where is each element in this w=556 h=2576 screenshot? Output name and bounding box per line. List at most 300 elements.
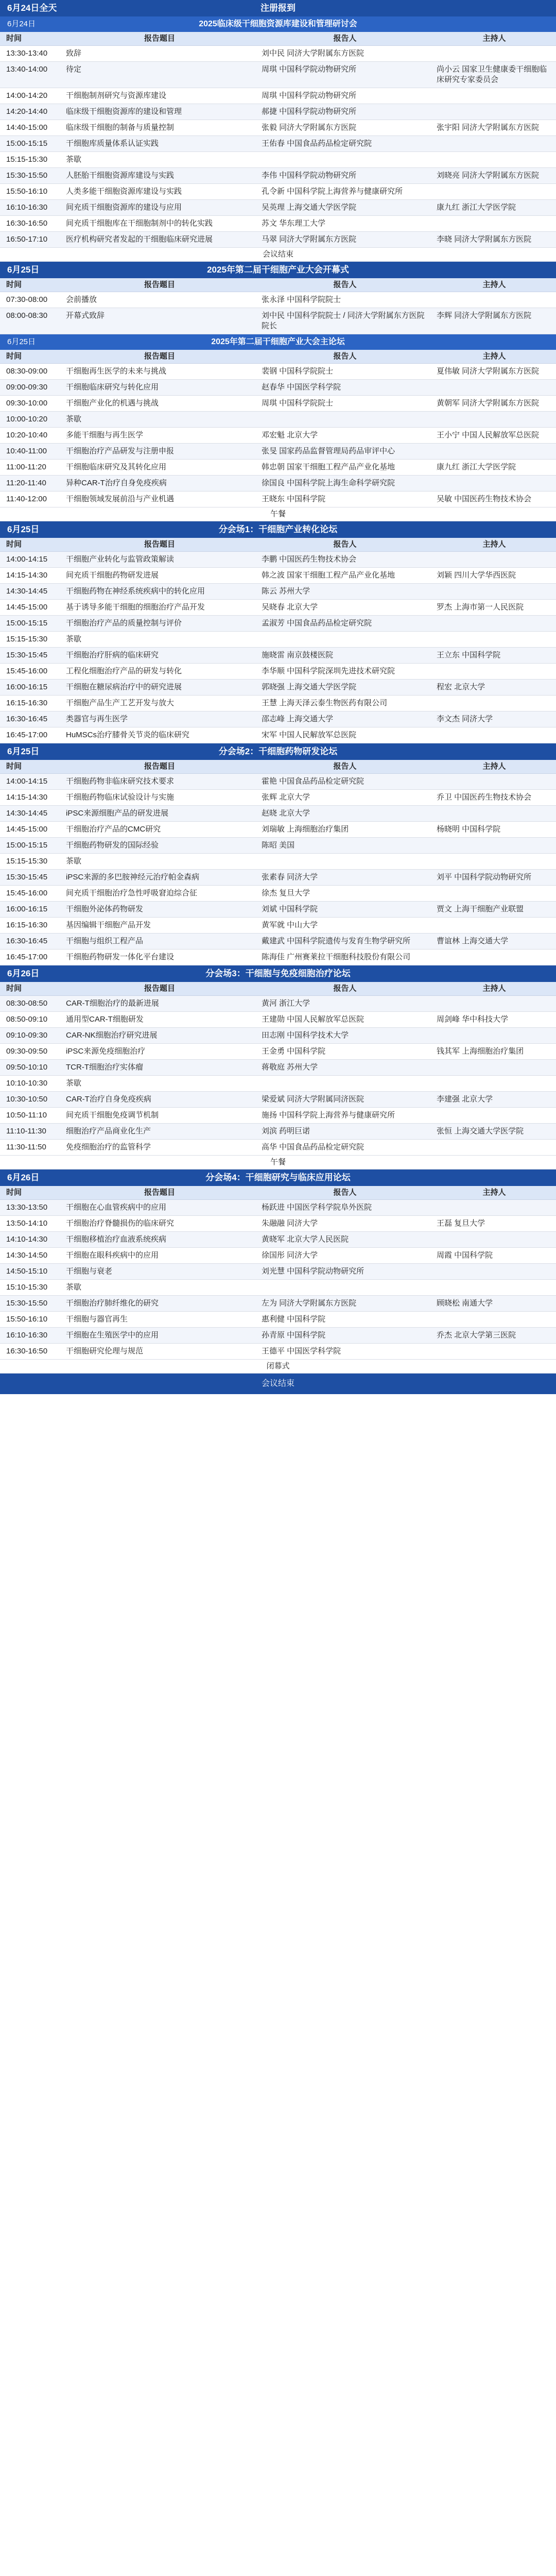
row-topic: 干细胞移植治疗血液系统疾病	[66, 1235, 167, 1244]
header-topic: 报告题目	[144, 1188, 175, 1197]
row-host	[432, 1060, 556, 1075]
table-header	[0, 32, 556, 46]
row-speaker: 周琪 中国科学院动物研究所	[262, 65, 357, 74]
row-time: 15:10-15:30	[6, 1283, 48, 1292]
row-time: 10:00-10:20	[6, 415, 48, 423]
row-host	[432, 584, 556, 599]
row-host: 李晓 同济大学附属东方医院	[437, 235, 532, 244]
table-row	[0, 996, 556, 1012]
header-topic: 报告题目	[144, 34, 175, 43]
row-speaker: 黄河 浙江大学	[262, 999, 310, 1008]
row-host	[432, 664, 556, 679]
row-speaker: 陈昭 美国	[262, 841, 295, 850]
table-row	[0, 1076, 556, 1092]
row-speaker	[257, 632, 432, 647]
row-speaker: 张素春 同济大学	[262, 873, 318, 882]
row-topic: 开幕式致辞	[66, 311, 105, 320]
row-speaker: 朱融融 同济大学	[262, 1219, 318, 1228]
row-topic: 干细胞领域发展前沿与产业机遇	[66, 495, 175, 503]
table-row	[0, 664, 556, 680]
day-band-label: 6月26日	[7, 969, 40, 978]
row-host	[432, 886, 556, 901]
table-row	[0, 1124, 556, 1140]
row-speaker: 陈海佳 广州赛莱拉干细胞科技股份有限公司	[262, 953, 411, 961]
row-time: 14:00-14:15	[6, 555, 48, 564]
row-host	[432, 632, 556, 647]
table-row	[0, 822, 556, 838]
row-time: 14:15-14:30	[6, 571, 48, 580]
table-row	[0, 806, 556, 822]
row-time: 13:50-14:10	[6, 1219, 48, 1228]
row-time: 15:30-15:50	[6, 1299, 48, 1308]
session-title: 2025临床级干细胞资源库建设和管理研讨会	[199, 20, 357, 28]
row-host: 黄朝军 同济大学附属东方医院	[437, 399, 540, 408]
day-band	[0, 262, 556, 278]
row-host	[432, 996, 556, 1011]
row-time: 08:00-08:30	[6, 311, 48, 320]
row-speaker: 周琪 中国科学院院士	[262, 399, 334, 408]
row-topic: 免疫细胞治疗的监管科学	[66, 1143, 151, 1151]
row-topic: 人胚胎干细胞资源库建设与实践	[66, 171, 175, 180]
row-speaker	[257, 152, 432, 167]
row-host	[432, 1140, 556, 1155]
row-speaker: 韩忠朝 国家干细胞工程产品产业化基地	[262, 463, 395, 471]
row-topic: CAR-NK细胞治疗研究进展	[66, 1031, 158, 1040]
header-speaker: 报告人	[333, 34, 357, 43]
row-topic: TCR-T细胞治疗实体瘤	[66, 1063, 143, 1072]
row-speaker: 张毅 同济大学附属东方医院	[262, 123, 357, 132]
table-row	[0, 711, 556, 727]
row-speaker: 赵晓 北京大学	[262, 809, 310, 818]
row-speaker: 徐国彤 同济大学	[262, 1251, 318, 1260]
table-row	[0, 886, 556, 902]
table-header	[0, 538, 556, 552]
table-row	[0, 1248, 556, 1264]
header-topic: 报告题目	[144, 540, 175, 549]
row-time: 14:45-15:00	[6, 603, 48, 612]
header-host: 主持人	[482, 540, 506, 549]
row-speaker: 刘斌 中国科学院	[262, 905, 318, 913]
row-topic: iPSC来源细胞产品的研发进展	[66, 809, 169, 818]
header-topic: 报告题目	[144, 352, 175, 361]
table-row	[0, 184, 556, 200]
row-topic: 茶歇	[66, 155, 82, 164]
day-band-label: 6月25日	[7, 747, 40, 756]
header-topic: 报告题目	[144, 762, 175, 771]
row-time: 14:45-15:00	[6, 825, 48, 834]
table-row	[0, 632, 556, 648]
table-row	[0, 1216, 556, 1232]
header-host: 主持人	[482, 352, 506, 361]
table-row	[0, 648, 556, 664]
table-row	[0, 838, 556, 854]
row-speaker: 徐杰 复旦大学	[262, 889, 310, 897]
row-speaker: 惠利健 中国科学院	[262, 1315, 326, 1324]
row-time: 16:15-16:30	[6, 921, 48, 929]
table-row	[0, 216, 556, 232]
row-topic: 干细胞在糖尿病治疗中的研究进展	[66, 683, 182, 691]
row-host	[432, 184, 556, 199]
header-topic: 报告题目	[144, 280, 175, 289]
row-speaker: 邵志峰 上海交通大学	[262, 715, 334, 723]
row-topic: 干细胞治疗产品的CMC研究	[66, 825, 161, 834]
day-band-label: 6月24日全天	[7, 3, 57, 13]
row-host	[432, 774, 556, 789]
row-time: 13:30-13:40	[6, 49, 48, 58]
row-time: 10:30-10:50	[6, 1095, 48, 1104]
header-time: 时间	[6, 352, 22, 361]
row-speaker: 陈云 苏州大学	[262, 587, 310, 596]
row-host	[432, 380, 556, 395]
row-speaker: 吴英理 上海交通大学医学院	[262, 203, 357, 212]
row-host: 康九红 浙江大学医学院	[437, 463, 516, 471]
header-speaker: 报告人	[333, 540, 357, 549]
row-time: 11:00-11:20	[6, 463, 46, 471]
table-row	[0, 1296, 556, 1312]
row-time: 09:30-10:00	[6, 399, 48, 408]
session-after-note: 会议结束	[0, 248, 556, 262]
row-speaker: 施晓雷 南京鼓楼医院	[262, 651, 334, 659]
row-time: 16:50-17:10	[6, 235, 48, 244]
row-host	[432, 806, 556, 821]
session-after-note: 午餐	[0, 1156, 556, 1170]
row-speaker: 刘光慧 中国科学院动物研究所	[262, 1267, 364, 1276]
row-speaker: 李伟 中国科学院动物研究所	[262, 171, 357, 180]
table-row	[0, 308, 556, 334]
row-speaker: 戴建武 中国科学院遗传与发育生物学研究所	[262, 937, 411, 945]
row-speaker: 韩之波 国家干细胞工程产品产业化基地	[262, 571, 395, 580]
session-after-note: 闭幕式	[0, 1360, 556, 1374]
table-row	[0, 364, 556, 380]
day-band-title: 分会场2：干细胞药物研发论坛	[218, 747, 338, 756]
row-speaker: 王慧 上海天泽云泰生物医药有限公司	[262, 699, 388, 707]
table-row	[0, 1028, 556, 1044]
row-time: 16:45-17:00	[6, 731, 48, 739]
row-speaker: 邓宏魁 北京大学	[262, 431, 318, 439]
session-after-note: 午餐	[0, 507, 556, 521]
header-host: 主持人	[482, 984, 506, 993]
row-host	[432, 476, 556, 491]
table-row	[0, 46, 556, 62]
header-host: 主持人	[482, 34, 506, 43]
table-row	[0, 600, 556, 616]
row-time: 15:45-16:00	[6, 667, 48, 675]
row-time: 15:50-16:10	[6, 187, 48, 196]
table-row	[0, 104, 556, 120]
table-row	[0, 727, 556, 743]
row-host	[432, 950, 556, 965]
row-time: 11:40-12:00	[6, 495, 47, 503]
row-speaker: 马翠 同济大学附属东方医院	[262, 235, 357, 244]
row-topic: HuMSCs治疗膝骨关节炎的临床研究	[66, 731, 190, 739]
row-host: 夏伟敏 同济大学附属东方医院	[437, 367, 540, 376]
row-topic: 间充质干细胞治疗急性呼吸窘迫综合征	[66, 889, 198, 897]
row-topic: 茶歇	[66, 1079, 82, 1088]
row-time: 15:50-16:10	[6, 1315, 48, 1324]
row-topic: 干细胞治疗产品的质量控制与评价	[66, 619, 182, 628]
row-topic: 临床级干细胞资源库的建设和管理	[66, 107, 182, 116]
row-speaker: 黄军就 中山大学	[262, 921, 318, 929]
row-topic: 间充质干细胞药物研发进展	[66, 571, 159, 580]
row-host: 乔卫 中国医药生物技术协会	[437, 793, 532, 802]
row-host	[432, 1344, 556, 1359]
row-topic: 干细胞产业化的机遇与挑战	[66, 399, 159, 408]
row-host: 罗杰 上海市第一人民医院	[437, 603, 524, 612]
row-speaker: 刘瑞敏 上海细胞治疗集团	[262, 825, 349, 834]
row-topic: 干细胞药物研发一体化平台建设	[66, 953, 175, 961]
row-speaker: 吴晓春 北京大学	[262, 603, 318, 612]
table-row	[0, 568, 556, 584]
row-topic: 干细胞在生殖医学中的应用	[66, 1331, 159, 1340]
table-row	[0, 790, 556, 806]
row-topic: 干细胞产品生产工艺开发与放大	[66, 699, 175, 707]
table-row	[0, 1264, 556, 1280]
day-band-title: 分会场4：干细胞研究与临床应用论坛	[205, 1173, 351, 1182]
row-time: 16:15-16:30	[6, 699, 48, 707]
row-host	[432, 918, 556, 933]
row-speaker	[257, 854, 432, 869]
row-topic: 致辞	[66, 49, 82, 58]
row-time: 16:30-16:45	[6, 937, 48, 945]
row-host	[432, 696, 556, 711]
row-topic: 基因编辑干细胞产品开发	[66, 921, 151, 929]
table-row	[0, 1140, 556, 1156]
row-topic: 间充质干细胞资源库的建设与应用	[66, 203, 182, 212]
day-band	[0, 965, 556, 982]
row-time: 14:00-14:20	[6, 91, 48, 100]
row-topic: 干细胞产业转化与监管政策解读	[66, 555, 175, 564]
table-row	[0, 476, 556, 492]
row-speaker: 张旻 国家药品监督管理局药品审评中心	[262, 447, 395, 455]
row-topic: 干细胞药物临床试验设计与实施	[66, 793, 175, 802]
table-row	[0, 168, 556, 184]
row-speaker: 孟淑芳 中国食品药品检定研究院	[262, 619, 372, 628]
row-time: 15:00-15:15	[6, 139, 48, 148]
row-time: 14:30-14:45	[6, 587, 48, 596]
table-row	[0, 1312, 556, 1328]
table-row	[0, 88, 556, 104]
row-time: 15:00-15:15	[6, 841, 48, 850]
table-row	[0, 120, 556, 136]
row-host	[432, 838, 556, 853]
row-host	[432, 412, 556, 427]
row-speaker	[257, 412, 432, 427]
row-topic: CAR-T细胞治疗的最新进展	[66, 999, 159, 1008]
row-speaker: 王晓东 中国科学院	[262, 495, 326, 503]
row-time: 15:00-15:15	[6, 619, 48, 628]
row-speaker: 王德平 中国医学科学院	[262, 1347, 341, 1355]
row-topic: 细胞治疗产品商业化生产	[66, 1127, 151, 1136]
row-time: 16:00-16:15	[6, 905, 48, 913]
table-row	[0, 774, 556, 790]
table-row	[0, 396, 556, 412]
row-host: 李建强 北京大学	[437, 1095, 493, 1104]
row-topic: 干细胞外泌体药物研发	[66, 905, 144, 913]
row-time: 13:30-13:50	[6, 1203, 48, 1212]
row-topic: 干细胞与衰老	[66, 1267, 113, 1276]
table-header	[0, 760, 556, 774]
row-speaker: 王建勋 中国人民解放军总医院	[262, 1015, 364, 1024]
table-row	[0, 1108, 556, 1124]
row-time: 15:45-16:00	[6, 889, 48, 897]
row-host: 乔杰 北京大学第三医院	[437, 1331, 516, 1340]
table-row	[0, 1060, 556, 1076]
row-host: 贾文 上海干细胞产业联盟	[437, 905, 524, 913]
row-time: 10:40-11:00	[6, 447, 47, 455]
row-topic: 干细胞与组织工程产品	[66, 937, 144, 945]
row-host: 张恒 上海交通大学医学院	[437, 1127, 524, 1136]
header-host: 主持人	[482, 280, 506, 289]
table-row	[0, 696, 556, 711]
table-row	[0, 1044, 556, 1060]
row-time: 16:30-16:50	[6, 1347, 48, 1355]
row-host	[432, 552, 556, 567]
row-host: 杨晓明 中国科学院	[437, 825, 501, 834]
row-topic: 干细胞再生医学的未来与挑战	[66, 367, 167, 376]
table-row	[0, 1232, 556, 1248]
row-topic: 茶歇	[66, 857, 82, 866]
row-topic: 多能干细胞与再生医学	[66, 431, 144, 439]
row-time: 14:00-14:15	[6, 777, 48, 786]
row-topic: 干细胞治疗脊髓损伤的临床研究	[66, 1219, 175, 1228]
row-host: 王立东 中国科学院	[437, 651, 501, 659]
row-host: 周霞 中国科学院	[437, 1251, 493, 1260]
row-host	[432, 616, 556, 631]
session-date: 6月24日	[7, 20, 36, 28]
row-topic: 干细胞治疗肺纤维化的研究	[66, 1299, 159, 1308]
table-row	[0, 1200, 556, 1216]
row-speaker: 刘中民 同济大学附属东方医院	[262, 49, 364, 58]
row-host	[432, 854, 556, 869]
row-speaker: 宋军 中国人民解放军总医院	[262, 731, 357, 739]
row-topic: 人类多能干细胞资源库建设与实践	[66, 187, 182, 196]
row-host	[432, 104, 556, 120]
day-band	[0, 521, 556, 538]
row-topic: 干细胞研究伦理与规范	[66, 1347, 144, 1355]
table-header	[0, 278, 556, 292]
row-topic: 干细胞临床研究与转化应用	[66, 383, 159, 392]
row-time: 13:40-14:00	[6, 65, 48, 74]
row-host: 王磊 复旦大学	[437, 1219, 485, 1228]
row-topic: 茶歇	[66, 415, 82, 423]
row-host: 刘晓亮 同济大学附属东方医院	[437, 171, 540, 180]
row-speaker: 蒋敬庭 苏州大学	[262, 1063, 318, 1072]
row-time: 10:10-10:30	[6, 1079, 48, 1088]
table-row	[0, 616, 556, 632]
header-speaker: 报告人	[333, 352, 357, 361]
header-time: 时间	[6, 34, 22, 43]
row-host	[432, 1108, 556, 1123]
row-speaker: 孔令新 中国科学院上海营养与健康研究所	[262, 187, 403, 196]
table-header	[0, 350, 556, 364]
row-speaker: 刘中民 中国科学院院士 / 同济大学附属东方医院院长	[262, 311, 425, 330]
session-band	[0, 16, 556, 32]
row-host	[432, 292, 556, 308]
row-host	[432, 1076, 556, 1091]
row-time: 15:15-15:30	[6, 857, 48, 866]
row-topic: 干细胞药物在神经系统疾病中的转化应用	[66, 587, 205, 596]
table-row	[0, 444, 556, 460]
row-host	[432, 1200, 556, 1215]
row-speaker: 孙青原 中国科学院	[262, 1331, 326, 1340]
row-time: 09:00-09:30	[6, 383, 48, 392]
header-time: 时间	[6, 540, 22, 549]
row-speaker: 梁爱斌 同济大学附属同济医院	[262, 1095, 364, 1104]
row-speaker	[257, 1280, 432, 1295]
day-band	[0, 0, 556, 16]
row-time: 07:30-08:00	[6, 295, 48, 304]
row-host: 康九红 浙江大学医学院	[437, 203, 516, 212]
table-row	[0, 1280, 556, 1296]
row-host	[432, 727, 556, 743]
row-speaker: 郝捷 中国科学院动物研究所	[262, 107, 357, 116]
row-topic: 干细胞药物非临床研究技术要求	[66, 777, 175, 786]
table-row	[0, 492, 556, 507]
row-speaker: 杨跃进 中国医学科学院阜外医院	[262, 1203, 372, 1212]
row-speaker: 施扬 中国科学院上海营养与健康研究所	[262, 1111, 395, 1120]
row-host: 尚小云 国家卫生健康委干细胞临床研究专家委员会	[437, 65, 547, 84]
header-host: 主持人	[482, 762, 506, 771]
row-topic: 类器官与再生医学	[66, 715, 128, 723]
row-time: 16:30-16:45	[6, 715, 48, 723]
row-time: 15:15-15:30	[6, 635, 48, 643]
row-time: 16:30-16:50	[6, 219, 48, 228]
header-speaker: 报告人	[333, 984, 357, 993]
row-topic: 基于诱导多能干细胞的细胞治疗产品开发	[66, 603, 205, 612]
row-topic: 待定	[66, 65, 82, 74]
row-speaker: 徐国良 中国科学院上海生命科学研究院	[262, 479, 395, 487]
row-host	[432, 152, 556, 167]
row-speaker: 张辉 北京大学	[262, 793, 310, 802]
row-topic: 干细胞在眼科疾病中的应用	[66, 1251, 159, 1260]
table-row	[0, 136, 556, 152]
table-row	[0, 902, 556, 918]
row-host	[432, 136, 556, 151]
row-host: 吴敏 中国医药生物技术协会	[437, 495, 532, 503]
table-row	[0, 232, 556, 248]
row-time: 08:30-09:00	[6, 367, 48, 376]
table-row	[0, 62, 556, 88]
row-time: 14:40-15:00	[6, 123, 48, 132]
table-row	[0, 152, 556, 168]
row-time: 14:50-15:10	[6, 1267, 48, 1276]
header-time: 时间	[6, 280, 22, 289]
day-band-label: 6月26日	[7, 1173, 40, 1182]
row-host	[432, 88, 556, 104]
row-host	[432, 46, 556, 61]
row-speaker: 高华 中国食品药品检定研究院	[262, 1143, 364, 1151]
row-time: 15:15-15:30	[6, 155, 48, 164]
table-row	[0, 870, 556, 886]
row-time: 11:20-11:40	[6, 479, 46, 487]
row-time: 14:20-14:40	[6, 107, 48, 116]
table-row	[0, 292, 556, 308]
row-topic: iPSC来源的多巴胺神经元治疗帕金森病	[66, 873, 200, 882]
row-topic: 间充质干细胞免疫调节机制	[66, 1111, 159, 1120]
row-topic: 间充质干细胞库在干细胞制剂中的转化实践	[66, 219, 213, 228]
row-host	[432, 1264, 556, 1279]
row-host: 程宏 北京大学	[437, 683, 485, 691]
row-topic: 茶歇	[66, 635, 82, 643]
row-host: 张宇阳 同济大学附属东方医院	[437, 123, 540, 132]
row-topic: 茶歇	[66, 1283, 82, 1292]
row-time: 16:00-16:15	[6, 683, 48, 691]
header-speaker: 报告人	[333, 280, 357, 289]
row-speaker: 李华顺 中国科学院深圳先进技术研究院	[262, 667, 395, 675]
row-topic: CAR-T治疗自身免疫疾病	[66, 1095, 151, 1104]
row-time: 14:30-14:45	[6, 809, 48, 818]
row-speaker: 霍艳 中国食品药品检定研究院	[262, 777, 364, 786]
